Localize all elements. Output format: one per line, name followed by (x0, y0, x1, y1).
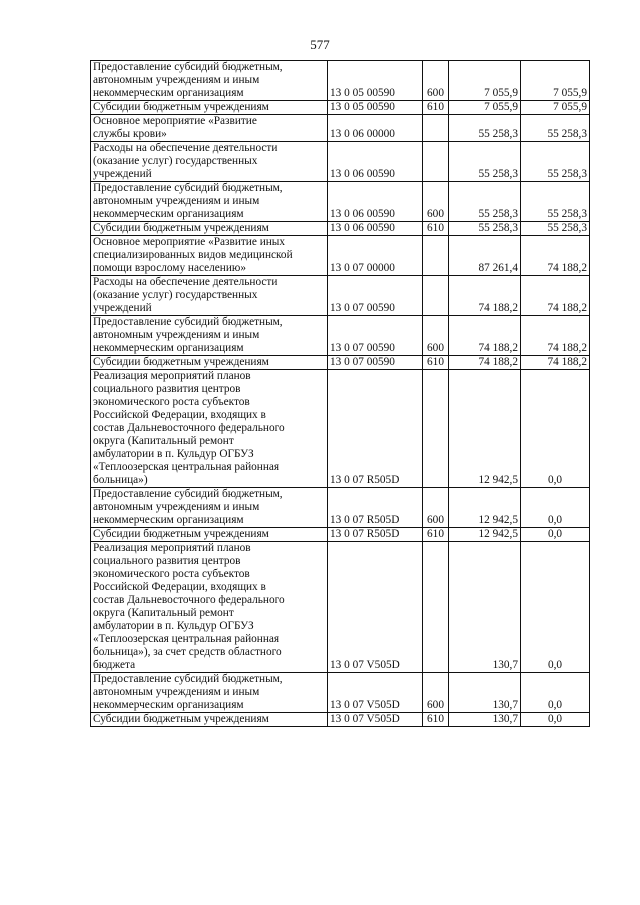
row-amount-1-cell: 7 055,9 (449, 101, 521, 115)
row-expense-type-cell: 610 (423, 356, 449, 370)
row-name-cell: Реализация мероприятий планов социального развития центров экономического роста субъектов Российской Федерации, входящих в состав Дальневосточного федерального округа (Капитальный ремонт амбулатории в п. Кульдур ОГБУЗ «Теплоозерская центральная районная больница»), за счет средств областного бюджета (91, 542, 328, 673)
row-amount-1-cell: 130,7 (449, 542, 521, 673)
row-code-cell: 13 0 07 R505D (328, 370, 423, 488)
budget-table-body (91, 61, 590, 727)
row-amount-1-cell: 74 188,2 (449, 356, 521, 370)
row-code-cell: 13 0 07 V505D (328, 713, 423, 727)
row-code-cell: 13 0 07 R505D (328, 488, 423, 528)
row-amount-2-cell: 7 055,9 (521, 61, 590, 101)
table-row (91, 115, 590, 142)
row-expense-type-cell: 600 (423, 673, 449, 713)
row-code-cell: 13 0 06 00000 (328, 115, 423, 142)
row-amount-2-cell: 74 188,2 (521, 236, 590, 276)
row-amount-2-cell: 0,0 (521, 488, 590, 528)
row-amount-2-cell: 74 188,2 (521, 316, 590, 356)
row-amount-1-cell: 130,7 (449, 713, 521, 727)
table-row (91, 101, 590, 115)
row-expense-type-cell (423, 276, 449, 316)
row-amount-2-cell: 55 258,3 (521, 182, 590, 222)
row-amount-2-cell: 55 258,3 (521, 115, 590, 142)
table-row (91, 673, 590, 713)
row-expense-type-cell (423, 236, 449, 276)
row-amount-1-cell: 87 261,4 (449, 236, 521, 276)
table-row (91, 528, 590, 542)
row-amount-1-cell: 55 258,3 (449, 182, 521, 222)
row-name-cell: Основное мероприятие «Развитие службы крови» (91, 115, 328, 142)
table-row (91, 542, 590, 673)
row-expense-type-cell (423, 115, 449, 142)
row-amount-1-cell: 74 188,2 (449, 276, 521, 316)
table-row (91, 142, 590, 182)
table-row (91, 236, 590, 276)
row-name-cell: Предоставление субсидий бюджетным, автономным учреждениям и иным некоммерческим организациям (91, 182, 328, 222)
row-name-cell: Предоставление субсидий бюджетным, автономным учреждениям и иным некоммерческим организациям (91, 488, 328, 528)
row-name-cell: Предоставление субсидий бюджетным, автономным учреждениям и иным некоммерческим организациям (91, 673, 328, 713)
table-row (91, 370, 590, 488)
table-row (91, 61, 590, 101)
row-amount-2-cell: 0,0 (521, 528, 590, 542)
row-amount-1-cell: 7 055,9 (449, 61, 521, 101)
row-name-cell: Субсидии бюджетным учреждениям (91, 713, 328, 727)
row-amount-2-cell: 7 055,9 (521, 101, 590, 115)
row-amount-2-cell: 74 188,2 (521, 276, 590, 316)
row-code-cell: 13 0 07 00590 (328, 276, 423, 316)
row-expense-type-cell (423, 142, 449, 182)
row-amount-2-cell: 55 258,3 (521, 142, 590, 182)
table-row (91, 182, 590, 222)
row-expense-type-cell: 610 (423, 222, 449, 236)
row-code-cell: 13 0 07 00590 (328, 356, 423, 370)
row-code-cell: 13 0 07 V505D (328, 673, 423, 713)
row-amount-1-cell: 12 942,5 (449, 488, 521, 528)
row-amount-2-cell: 55 258,3 (521, 222, 590, 236)
budget-table (90, 60, 590, 727)
row-expense-type-cell (423, 542, 449, 673)
row-name-cell: Субсидии бюджетным учреждениям (91, 222, 328, 236)
row-name-cell: Предоставление субсидий бюджетным, автономным учреждениям и иным некоммерческим организациям (91, 316, 328, 356)
table-row (91, 488, 590, 528)
row-amount-1-cell: 12 942,5 (449, 528, 521, 542)
table-row (91, 713, 590, 727)
row-code-cell: 13 0 07 R505D (328, 528, 423, 542)
row-amount-2-cell: 0,0 (521, 713, 590, 727)
row-code-cell: 13 0 05 00590 (328, 61, 423, 101)
row-name-cell: Расходы на обеспечение деятельности (оказание услуг) государственных учреждений (91, 276, 328, 316)
row-expense-type-cell: 600 (423, 488, 449, 528)
row-name-cell: Субсидии бюджетным учреждениям (91, 528, 328, 542)
table-row (91, 276, 590, 316)
row-expense-type-cell: 600 (423, 316, 449, 356)
row-expense-type-cell: 600 (423, 61, 449, 101)
row-code-cell: 13 0 07 V505D (328, 542, 423, 673)
row-amount-1-cell: 55 258,3 (449, 222, 521, 236)
row-amount-1-cell: 12 942,5 (449, 370, 521, 488)
row-expense-type-cell: 610 (423, 528, 449, 542)
row-amount-2-cell: 74 188,2 (521, 356, 590, 370)
row-expense-type-cell: 610 (423, 101, 449, 115)
row-amount-1-cell: 55 258,3 (449, 142, 521, 182)
row-expense-type-cell: 600 (423, 182, 449, 222)
row-code-cell: 13 0 07 00000 (328, 236, 423, 276)
row-name-cell: Предоставление субсидий бюджетным, автономным учреждениям и иным некоммерческим организациям (91, 61, 328, 101)
row-name-cell: Расходы на обеспечение деятельности (оказание услуг) государственных учреждений (91, 142, 328, 182)
row-amount-2-cell: 0,0 (521, 542, 590, 673)
table-row (91, 316, 590, 356)
page-number: 577 (310, 37, 330, 52)
row-amount-1-cell: 130,7 (449, 673, 521, 713)
row-expense-type-cell: 610 (423, 713, 449, 727)
row-expense-type-cell (423, 370, 449, 488)
row-code-cell: 13 0 05 00590 (328, 101, 423, 115)
row-amount-2-cell: 0,0 (521, 673, 590, 713)
row-code-cell: 13 0 07 00590 (328, 316, 423, 356)
table-row (91, 222, 590, 236)
row-name-cell: Субсидии бюджетным учреждениям (91, 356, 328, 370)
row-code-cell: 13 0 06 00590 (328, 222, 423, 236)
table-row (91, 356, 590, 370)
row-amount-1-cell: 55 258,3 (449, 115, 521, 142)
row-code-cell: 13 0 06 00590 (328, 142, 423, 182)
row-name-cell: Субсидии бюджетным учреждениям (91, 101, 328, 115)
row-name-cell: Основное мероприятие «Развитие иных специализированных видов медицинской помощи взрослому населению» (91, 236, 328, 276)
row-code-cell: 13 0 06 00590 (328, 182, 423, 222)
row-amount-2-cell: 0,0 (521, 370, 590, 488)
row-name-cell: Реализация мероприятий планов социального развития центров экономического роста субъектов Российской Федерации, входящих в состав Дальневосточного федерального округа (Капитальный ремонт амбулатории в п. Кульдур ОГБУЗ «Теплоозерская центральная районная больница») (91, 370, 328, 488)
row-amount-1-cell: 74 188,2 (449, 316, 521, 356)
